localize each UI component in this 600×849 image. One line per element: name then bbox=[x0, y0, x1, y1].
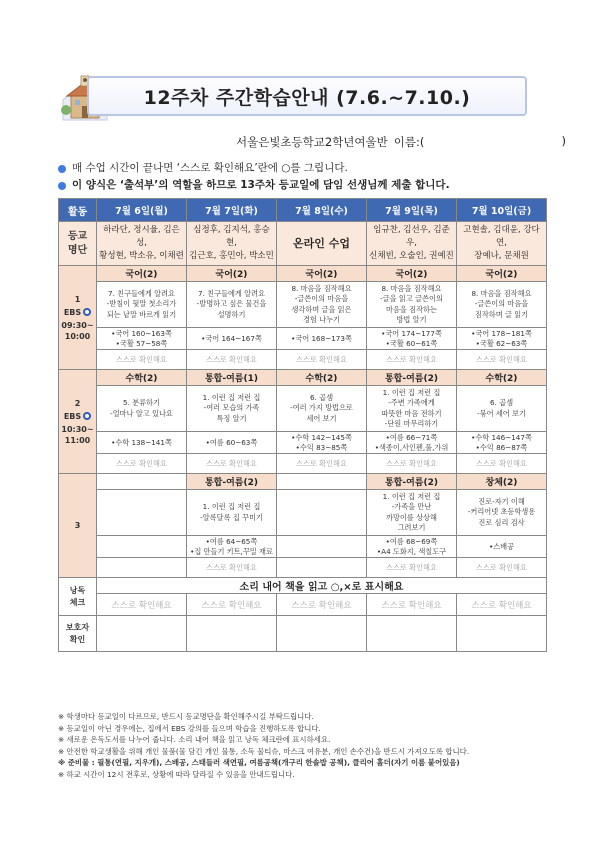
self-check-row bbox=[59, 558, 547, 578]
subject-cell: 국어(2) bbox=[367, 266, 457, 282]
attendance-row bbox=[59, 222, 547, 266]
pages-cell: •국어 174~177쪽 •국활 60~61쪽 bbox=[367, 328, 457, 350]
ebs-eye-icon bbox=[83, 308, 91, 316]
school-name: 서울은빛초등학교 bbox=[236, 135, 325, 149]
page-title: 12주차 주간학습안내 (7.6.~7.10.) bbox=[87, 76, 527, 116]
subject-cell: 수학(2) bbox=[457, 370, 547, 386]
self-check-cell[interactable]: 스스로 확인해요 bbox=[187, 558, 277, 578]
student-info-line bbox=[236, 134, 566, 150]
subject-cell: 창체(2) bbox=[457, 474, 547, 490]
parent-row bbox=[59, 616, 547, 652]
day-header: 7월 10일(금) bbox=[457, 199, 547, 222]
self-check-cell[interactable]: 스스로 확인해요 bbox=[97, 454, 187, 474]
pages-cell: •수학 138~141쪽 bbox=[97, 432, 187, 454]
pages-cell: •국어 168~173쪽 bbox=[277, 328, 367, 350]
day-header: 7월 6일(월) bbox=[97, 199, 187, 222]
content-cell: 8. 마음을 짐작해요 -글쓴이의 마음을 생각하며 글을 읽은 경험 나누기 bbox=[277, 282, 367, 328]
subject-cell: 통합-여름(1) bbox=[187, 370, 277, 386]
content-cell: 1. 이런 집 저런 집 -알록달록 집 꾸미기 bbox=[187, 490, 277, 536]
period-cell bbox=[59, 370, 97, 474]
pages-cell: •여름 68~69쪽 •A4 도화지, 색칠도구 bbox=[367, 536, 457, 558]
header-row bbox=[59, 199, 547, 222]
period-number: 2 bbox=[74, 398, 81, 408]
content-cell: 7. 친구들에게 알려요 -받침이 뒷말 첫소리가 되는 낱말 바르게 읽기 bbox=[97, 282, 187, 328]
ebs-text: EBS bbox=[63, 307, 82, 317]
content-cell: 7. 친구들에게 알려요 -발명하고 싶은 물건을 설명하기 bbox=[187, 282, 277, 328]
content-cell: 1. 이런 집 저런 집 -여러 모습의 가족 특징 알기 bbox=[187, 386, 277, 432]
pages-row bbox=[59, 536, 547, 558]
parent-label: 보호자 확인 bbox=[59, 616, 97, 652]
attendance-names: 고현솔, 김대윤, 강다연, 장예나, 문채원 bbox=[457, 222, 547, 266]
content-cell bbox=[277, 490, 367, 536]
reading-label: 낭독 체크 bbox=[59, 578, 97, 616]
bullet-dot-icon bbox=[58, 182, 66, 190]
pages-row bbox=[59, 328, 547, 350]
pages-cell: •수학 146~147쪽 •수익 86~87쪽 bbox=[457, 432, 547, 454]
self-check-cell[interactable]: 스스로 확인해요 bbox=[367, 558, 457, 578]
bottom-note: ※ 학생마다 등교일이 다르므로, 반드시 등교명단을 확인해주시길 부탁드립니다. bbox=[58, 712, 314, 721]
bottom-note: ※ 등교일이 아닌 경우에는, 집에서 EBS 강의를 들으며 학습을 진행하도록 합니다. bbox=[58, 723, 321, 733]
subject-cell bbox=[97, 474, 187, 490]
subject-cell: 국어(2) bbox=[277, 266, 367, 282]
ebs-eye-icon bbox=[83, 412, 91, 420]
weekly-schedule-table bbox=[58, 198, 547, 652]
self-check-cell[interactable]: 스스로 확인해요 bbox=[457, 558, 547, 578]
day-header: 7월 7일(화) bbox=[187, 199, 277, 222]
pages-cell: •여름 66~71쪽 •색종이,사인펜,풀,가위 bbox=[367, 432, 457, 454]
self-check-cell[interactable]: 스스로 확인해요 bbox=[187, 454, 277, 474]
parent-check-cell[interactable] bbox=[367, 616, 457, 652]
reading-check-cell[interactable]: 스스로 확인해요 bbox=[277, 594, 367, 616]
parent-check-cell[interactable] bbox=[187, 616, 277, 652]
attendance-names: 하라단, 정시율, 김은성, 황성현, 박소유, 이채련 bbox=[97, 222, 187, 266]
content-cell: 5. 분류하기 -얼마나 알고 있나요 bbox=[97, 386, 187, 432]
content-cell: 8. 마음을 짐작해요 -글쓴이의 마음을 짐작하며 글 읽기 bbox=[457, 282, 547, 328]
content-cell: 6. 곱셈 -묶어 세어 보기 bbox=[457, 386, 547, 432]
parent-check-cell[interactable] bbox=[277, 616, 367, 652]
bottom-note: ※ 하교 시간이 12시 전후로, 상황에 따라 달라질 수 있음을 안내드립니다. bbox=[58, 769, 295, 779]
attendance-names: 심정후, 김지석, 홍승현, 김근호, 홍민아, 박소민 bbox=[187, 222, 277, 266]
top-note-text: 이 양식은 ‘출석부’의 역할을 하므로 13주차 등교일에 담임 선생님께 제출 합니다. bbox=[72, 179, 450, 191]
top-notes bbox=[58, 160, 558, 194]
ebs-logo bbox=[64, 307, 91, 318]
content-cell: 진로-자기 이해 -커리어넷 초등학생용 진로 심리 검사 bbox=[457, 490, 547, 536]
pages-row bbox=[59, 432, 547, 454]
pages-cell: •국어 178~181쪽 •국활 62~63쪽 bbox=[457, 328, 547, 350]
period-time: 09:30~ 10:00 bbox=[61, 320, 94, 341]
bottom-notes bbox=[58, 711, 558, 781]
self-check-cell bbox=[277, 558, 367, 578]
attendance-names: 온라인 수업 bbox=[277, 222, 367, 266]
content-cell: 8. 마음을 짐작해요 -글을 읽고 글쓴이의 마음을 짐작하는 방법 알기 bbox=[367, 282, 457, 328]
pages-cell: •여름 64~65쪽 •집 만들기 키트,꾸밀 재료 bbox=[187, 536, 277, 558]
self-check-cell bbox=[97, 558, 187, 578]
reading-check-row bbox=[59, 594, 547, 616]
content-row bbox=[59, 386, 547, 432]
period-number: 3 bbox=[74, 521, 81, 530]
pages-cell bbox=[97, 536, 187, 558]
ebs-text: EBS bbox=[63, 411, 82, 421]
subject-cell bbox=[277, 474, 367, 490]
title-area bbox=[57, 70, 537, 122]
name-close: ) bbox=[561, 134, 566, 148]
grade: 2학년 bbox=[324, 135, 355, 149]
top-note bbox=[58, 177, 558, 194]
reading-check-cell[interactable]: 스스로 확인해요 bbox=[97, 594, 187, 616]
reading-instruction: 소리 내어 책을 읽고 ○,×로 표시해요 bbox=[97, 578, 547, 594]
self-check-cell[interactable]: 스스로 확인해요 bbox=[187, 350, 277, 370]
content-row bbox=[59, 282, 547, 328]
bottom-note: ※ 새로운 온독도서를 나누어 줍니다. 소리 내어 책을 읽고 낭독 체크란에 표시하세요. bbox=[58, 735, 331, 745]
name-label: 이름:( bbox=[393, 135, 425, 149]
reading-msg-row bbox=[59, 578, 547, 594]
subject-cell: 수학(2) bbox=[97, 370, 187, 386]
pages-cell: •여름 60~63쪽 bbox=[187, 432, 277, 454]
content-cell: 1. 이런 집 저런 집 -가족을 만난 까망이를 상상해 그려보기 bbox=[367, 490, 457, 536]
reading-check-cell[interactable]: 스스로 확인해요 bbox=[457, 594, 547, 616]
self-check-cell[interactable]: 스스로 확인해요 bbox=[457, 350, 547, 370]
pages-cell: •스배공 bbox=[457, 536, 547, 558]
subject-cell: 국어(2) bbox=[97, 266, 187, 282]
self-check-cell[interactable]: 스스로 확인해요 bbox=[277, 350, 367, 370]
bullet-dot-icon bbox=[58, 165, 66, 173]
subject-cell: 국어(2) bbox=[457, 266, 547, 282]
parent-check-cell[interactable] bbox=[97, 616, 187, 652]
top-note-text: 매 수업 시간이 끝나면 ‘스스로 확인해요’란에 ○를 그립니다. bbox=[72, 162, 348, 174]
subject-row bbox=[59, 474, 547, 490]
subject-cell: 통합-여름(2) bbox=[187, 474, 277, 490]
self-check-cell[interactable]: 스스로 확인해요 bbox=[277, 454, 367, 474]
attendance-names: 임규찬, 김선우, 김준우, 신채빈, 오술인, 권예진 bbox=[367, 222, 457, 266]
parent-check-cell[interactable] bbox=[457, 616, 547, 652]
pages-cell: •수학 142~145쪽 •수익 83~85쪽 bbox=[277, 432, 367, 454]
period-time: 10:30~ 11:00 bbox=[61, 424, 94, 445]
content-cell bbox=[97, 490, 187, 536]
pages-cell bbox=[277, 536, 367, 558]
content-cell: 1. 이런 집 저런 집 -주변 가족에게 따뜻한 마음 전하기 -단원 마무리하기 bbox=[367, 386, 457, 432]
day-header: 7월 9일(목) bbox=[367, 199, 457, 222]
pages-cell: •국어 164~167쪽 bbox=[187, 328, 277, 350]
day-header: 7월 8일(수) bbox=[277, 199, 367, 222]
pages-cell: •국어 160~163쪽 •국활 57~58쪽 bbox=[97, 328, 187, 350]
header-activity: 활동 bbox=[59, 199, 97, 222]
self-check-row bbox=[59, 454, 547, 474]
subject-cell: 수학(2) bbox=[277, 370, 367, 386]
bottom-note: ※ 준비물 : 필통(연필, 지우개), 스배공, 스태들러 색연필, 여름공책(개구리 한솔밥 공책), 클리어 홀더(자기 이름 붙어있음) bbox=[58, 758, 460, 768]
period-cell bbox=[59, 266, 97, 370]
self-check-cell[interactable]: 스스로 확인해요 bbox=[367, 454, 457, 474]
subject-row bbox=[59, 370, 547, 386]
self-check-cell[interactable]: 스스로 확인해요 bbox=[97, 350, 187, 370]
ebs-logo bbox=[64, 411, 91, 422]
subject-row bbox=[59, 266, 547, 282]
period-number: 1 bbox=[74, 294, 81, 304]
bottom-note: ※ 안전한 학교생활을 위해 개인 물품(물 담긴 개인 물통, 소독 물티슈, 마스크 여유분, 개인 손수건)을 반드시 가져오도록 합니다. bbox=[58, 746, 470, 756]
reading-check-cell[interactable]: 스스로 확인해요 bbox=[187, 594, 277, 616]
period-cell bbox=[59, 474, 97, 578]
content-cell: 6. 곱셈 -여러 가지 방법으로 세어 보기 bbox=[277, 386, 367, 432]
self-check-cell[interactable]: 스스로 확인해요 bbox=[457, 454, 547, 474]
self-check-cell[interactable]: 스스로 확인해요 bbox=[367, 350, 457, 370]
top-note bbox=[58, 160, 558, 177]
content-row bbox=[59, 490, 547, 536]
subject-cell: 국어(2) bbox=[187, 266, 277, 282]
class-name: 여울반 bbox=[354, 135, 388, 149]
subject-cell: 통합-여름(2) bbox=[367, 474, 457, 490]
reading-check-cell[interactable]: 스스로 확인해요 bbox=[367, 594, 457, 616]
subject-cell: 통합-여름(2) bbox=[367, 370, 457, 386]
self-check-row bbox=[59, 350, 547, 370]
attendance-label: 등교 명단 bbox=[59, 222, 97, 266]
